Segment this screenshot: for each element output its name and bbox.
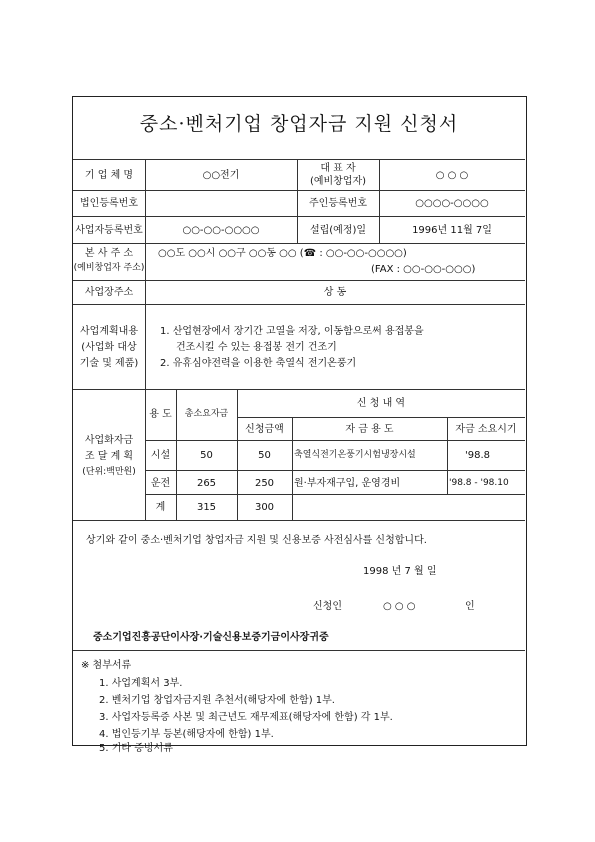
hq-fax-value: (FAX : ○○-○○-○○○) <box>371 264 476 275</box>
row-divider <box>73 159 525 160</box>
row-divider <box>73 520 525 521</box>
row-divider <box>73 304 525 305</box>
funding-row-total: 50 <box>200 450 213 461</box>
funding-row-divider <box>145 494 525 495</box>
application-header: 신 청 내 역 <box>356 398 406 409</box>
purpose-header: 자 금 용 도 <box>345 424 394 435</box>
funding-row-divider <box>145 470 525 471</box>
funding-sub-divider <box>237 417 525 418</box>
applicant-value: ○ ○ ○ <box>383 601 416 612</box>
plan-item: 2. 유휴심야전력을 이용한 축열식 전기온풍기 <box>160 358 357 369</box>
funding-row-use: 운전 <box>150 478 171 489</box>
corp-reg-label: 법인등록번호 <box>80 198 138 209</box>
seal-mark: 인 <box>465 601 475 612</box>
period-header: 자금 소요시기 <box>455 424 517 435</box>
row-divider <box>73 216 525 217</box>
company-value: ○○전기 <box>202 170 240 181</box>
funding-row-period: '98.8 <box>465 450 491 461</box>
attachment-item: 1. 사업계획서 3부. <box>99 678 183 689</box>
site-address-label: 사업장주소 <box>84 287 134 298</box>
attachment-item: 2. 벤처기업 창업자금지원 추천서(해당자에 한함) 1부. <box>99 695 335 706</box>
attachments-heading: ※ 첨부서류 <box>81 660 132 671</box>
representative-value: ○ ○ ○ <box>435 170 469 181</box>
hq-address-sublabel: (예비창업자 주소) <box>73 263 145 273</box>
company-label: 기 업 체 명 <box>84 170 134 181</box>
attachment-item: 5. 기타 증빙서류 <box>99 743 173 754</box>
resident-reg-label: 주인등록번호 <box>309 198 367 209</box>
funding-row-period: '98.8 - '98.10 <box>449 478 509 488</box>
attachment-item: 4. 법인등기부 등본(해당자에 한함) 1부. <box>99 729 274 740</box>
recipient-line: 중소기업진흥공단이사장·기술신용보증기금이사장귀중 <box>93 632 329 643</box>
application-form <box>72 96 527 754</box>
funding-unit: (단위:백만원) <box>82 467 136 477</box>
funding-row-purpose: 원·부자재구입, 운영경비 <box>294 478 401 489</box>
hq-address-label: 본 사 주 소 <box>84 248 134 259</box>
plan-label: 사업계획내용 <box>80 326 138 337</box>
form-title: 중소·벤처기업 창업자금 지원 신청서 <box>139 113 459 135</box>
representative-label: 대 표 자 <box>320 163 356 174</box>
funding-sublabel: 조 달 계 획 <box>84 451 134 462</box>
funding-row-amount: 250 <box>254 478 275 489</box>
declaration-text: 상기와 같이 중소·벤처기업 창업자금 지원 및 신용보증 사전심사를 신청합니다. <box>86 535 427 546</box>
site-address-value: 상 동 <box>323 287 347 298</box>
funding-total-label: 계 <box>155 502 166 513</box>
funding-total-amount: 300 <box>254 502 275 513</box>
applicant-label: 신청인 <box>313 601 342 612</box>
row-divider <box>73 389 525 390</box>
plan-sublabel: (사업화 대상 <box>81 342 137 353</box>
funding-row-divider <box>145 440 525 441</box>
row-divider <box>73 190 525 191</box>
funding-label: 사업화자금 <box>84 435 134 446</box>
attachment-item: 3. 사업자등록증 사본 및 최근년도 재무제표(해당자에 한함) 각 1부. <box>99 712 393 723</box>
resident-reg-value: ○○○○-○○○○ <box>415 198 489 209</box>
plan-sublabel: 기술 및 제품) <box>79 358 139 369</box>
declaration-date: 1998 년 7 월 일 <box>363 566 437 577</box>
funding-row-amount: 50 <box>258 450 271 461</box>
row-divider <box>73 243 525 244</box>
funding-total-value: 315 <box>196 502 217 513</box>
amount-header: 신청금액 <box>245 424 284 435</box>
funding-row-purpose: 축열식전기온풍기시험냉장시설 <box>294 450 416 460</box>
total-header: 총소요자금 <box>184 409 229 419</box>
founded-label: 설립(예정)일 <box>309 225 367 236</box>
funding-row-total: 265 <box>196 478 217 489</box>
row-divider <box>73 280 525 281</box>
funding-row-use: 시설 <box>150 450 171 461</box>
biz-reg-value: ○○-○○-○○○○ <box>182 225 260 236</box>
plan-item-continued: 건조시킬 수 있는 용접봉 전기 건조기 <box>176 342 337 353</box>
plan-item: 1. 산업현장에서 장기간 고열을 저장, 이동함으로써 용접봉을 <box>160 326 424 337</box>
hq-address-value: ○○도 ○○시 ○○구 ○○동 ○○ (☎ : ○○-○○-○○○○) <box>158 248 407 259</box>
founded-value: 1996년 11월 7일 <box>412 225 492 236</box>
biz-reg-label: 사업자등록번호 <box>75 225 143 236</box>
representative-sublabel: (예비창업자) <box>309 176 367 187</box>
row-divider <box>73 650 525 651</box>
use-header: 용 도 <box>149 409 172 420</box>
